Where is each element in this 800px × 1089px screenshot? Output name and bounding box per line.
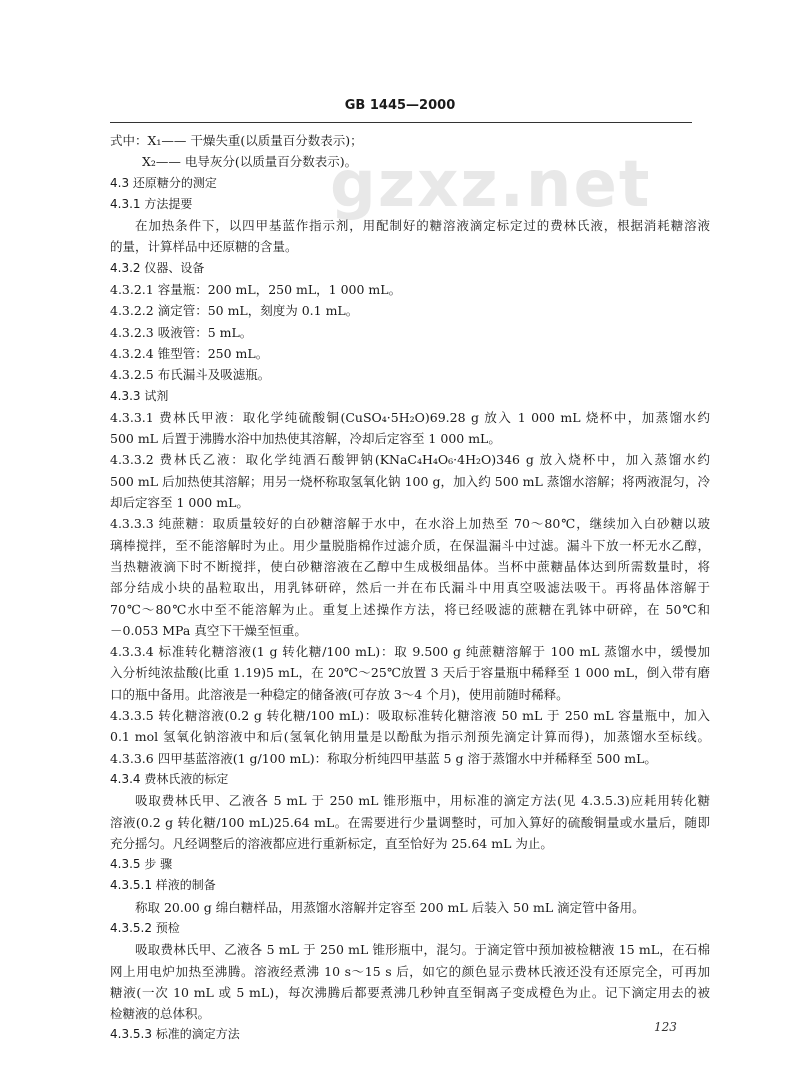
text-line: 70℃～80℃水中至不能溶解为止。重复上述操作方法，将已经吸滤的蔗糖在乳钵中研碎，在 50℃和 — [110, 601, 710, 617]
text-line: 4.3.2.5 布氏漏斗及吸滤瓶。 — [110, 367, 271, 383]
text-line: 4.3.1 方法提要 — [110, 196, 193, 211]
text-line: 4.3.3 试剂 — [110, 388, 169, 403]
text-line: 500 mL 后置于沸腾水浴中加热使其溶解，冷却后定容至 1 000 mL。 — [110, 431, 501, 447]
text-line: 4.3.3.1 费林氏甲液：取化学纯硫酸铜(CuSO₄·5H₂O)69.28 g 放入 1 000 mL 烧杯中，加蒸馏水约 — [110, 409, 710, 425]
text-line: 称取 20.00 g 绵白糖样品，用蒸馏水溶解并定容至 200 mL 后装入 50 mL 滴定管中备用。 — [135, 899, 645, 915]
text-line: 4.3.5 步 骤 — [110, 857, 173, 872]
text-line: 4.3.5.3 标准的滴定方法 — [110, 1027, 240, 1042]
text-line: 充分摇匀。凡经调整后的溶液都应进行重新标定，直至恰好为 25.64 mL 为止。 — [110, 835, 553, 851]
text-line: 500 mL 后加热使其溶解；用另一烧杯称取氢氧化钠 100 g，加入约 500 mL 蒸馏水溶解；将两液混匀，冷 — [110, 473, 710, 489]
text-line: 4.3.5.1 样液的制备 — [110, 878, 216, 893]
text-line: 4.3.2.1 容量瓶：200 mL，250 mL，1 000 mL。 — [110, 282, 402, 298]
text-line: 4.3.3.6 四甲基蓝溶液(1 g/100 mL)：称取分析纯四甲基蓝 5 g 溶于蒸馏水中并稀释至 500 mL。 — [110, 750, 657, 766]
text-line: 在加热条件下，以四甲基蓝作指示剂，用配制好的糖溶液滴定标定过的费林氏液，根据消耗糖溶液 — [135, 218, 710, 234]
text-line: 4.3.5.2 预检 — [110, 920, 180, 935]
header-rule — [110, 122, 692, 123]
text-line: 4.3.2 仪器、设备 — [110, 260, 205, 275]
text-line: X₂—— 电导灰分(以质量百分数表示)。 — [142, 154, 358, 170]
document-body — [110, 130, 710, 1046]
text-line: 璃棒搅拌，至不能溶解时为止。用少量脱脂棉作过滤介质，在保温漏斗中过滤。漏斗下放一杯无水乙醇， — [110, 537, 710, 553]
text-line: 口的瓶中备用。此溶液是一种稳定的储备液(可存放 3～4 个月)，使用前随时稀释。 — [110, 686, 569, 702]
text-line: 4.3.3.5 转化糖溶液(0.2 g 转化糖/100 mL)：吸取标准转化糖溶液 50 mL 于 250 mL 容量瓶中，加入 — [110, 708, 710, 724]
text-line: 4.3.2.3 吸液管：5 mL。 — [110, 324, 253, 340]
text-line: 4.3.3.2 费林氏乙液：取化学纯酒石酸钾钠(KNaC₄H₄O₆·4H₂O)346 g 放入烧杯中，加入蒸馏水约 — [110, 452, 710, 468]
page-header: GB 1445—2000 — [344, 98, 456, 113]
text-line: 4.3.2.2 滴定管：50 mL，刻度为 0.1 mL。 — [110, 303, 359, 319]
text-line: 4.3.4 费林氏液的标定 — [110, 771, 229, 786]
text-line: 部分结成小块的晶粒取出，用乳钵研碎，然后一并在布氏漏斗中用真空吸滤法吸干。再将晶体溶解于 — [110, 580, 710, 596]
page-number: 123 — [654, 1020, 677, 1034]
text-line: 入分析纯浓盐酸(比重 1.19)5 mL，在 20℃～25℃放置 3 天后于容量瓶中稀释至 1 000 mL，倒入带有磨 — [110, 665, 710, 681]
text-line: 却后定容至 1 000 mL。 — [110, 495, 249, 511]
text-line: 吸取费林氏甲、乙液各 5 mL 于 250 mL 锥形瓶中，用标准的滴定方法(见 4.3.5.3)应耗用转化糖 — [135, 793, 710, 809]
text-line: 4.3 还原糖分的测定 — [110, 175, 217, 190]
text-line: 4.3.3.4 标准转化糖溶液(1 g 转化糖/100 mL)：取 9.500 g 纯蔗糖溶解于 100 mL 蒸馏水中，缓慢加 — [110, 644, 710, 660]
text-line: 网上用电炉加热至沸腾。溶液经煮沸 10 s～15 s 后，如它的颜色显示费林氏液还没有还原完全，可再加 — [110, 963, 710, 979]
watermark: gzxz.net — [330, 148, 652, 222]
text-line: 当热糖液滴下时不断搅拌，使白砂糖溶液在乙醇中生成极细晶体。当杯中蔗糖晶体达到所需数量时，将 — [110, 558, 710, 574]
text-line: －0.053 MPa 真空下干燥至恒重。 — [110, 622, 307, 638]
text-line: 吸取费林氏甲、乙液各 5 mL 于 250 mL 锥形瓶中，混匀。于滴定管中预加被检糖液 15 mL，在石棉 — [135, 942, 710, 958]
text-line: 4.3.3.3 纯蔗糖：取质量较好的白砂糖溶解于水中，在水浴上加热至 70～80℃，继续加入白砂糖以玻 — [110, 516, 710, 532]
text-line: 式中：X₁—— 干燥失重(以质量百分数表示)； — [110, 133, 363, 148]
text-line: 糖液(一次 10 mL 或 5 mL)，每次沸腾后都要煮沸几秒钟直至铜离子变成橙色为止。记下滴定用去的被 — [110, 984, 710, 1000]
text-line: 检糖液的总体积。 — [110, 1006, 211, 1022]
text-line: 4.3.2.4 锥型管：250 mL。 — [110, 345, 269, 361]
text-line: 0.1 mol 氢氧化钠溶液中和后(氢氧化钠用量是以酚酞为指示剂预先滴定计算而得)，加蒸馏水至标线。 — [110, 729, 710, 745]
text-line: 的量，计算样品中还原糖的含量。 — [110, 239, 298, 255]
text-line: 溶液(0.2 g 转化糖/100 mL)25.64 mL。在需要进行少量调整时，可加入算好的硫酸铜量或水量后，随即 — [110, 814, 710, 830]
